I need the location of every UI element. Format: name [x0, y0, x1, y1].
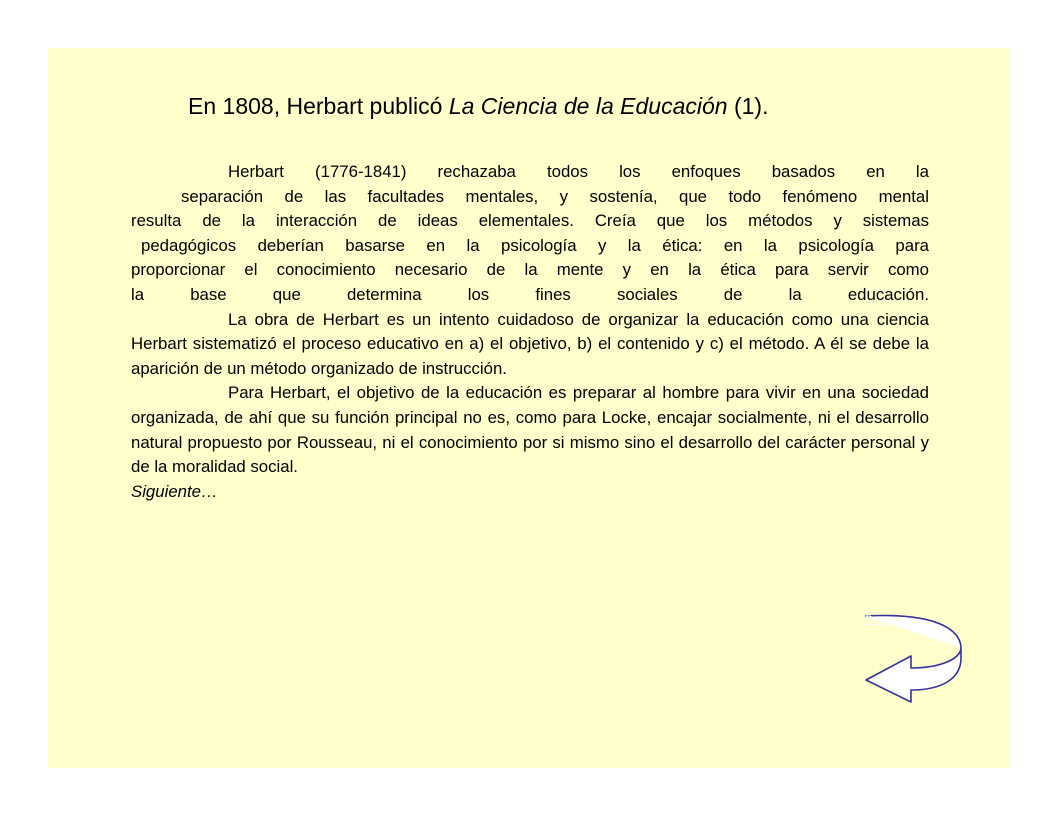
title-suffix: (1). [727, 93, 769, 119]
paragraph-1 [131, 160, 929, 308]
paragraph-1-line-1: Herbart (1776-1841) rechazaba todos los enfoques basados en la [228, 162, 929, 181]
slide-body [131, 160, 929, 504]
back-link[interactable]: Regreso [865, 614, 907, 626]
book-title: La Ciencia de la Educación [448, 93, 728, 119]
slide-title [188, 93, 908, 120]
paragraph-1-line-4: pedagógicos deberían basarse en la psicología y la ética: en la psicología para [141, 235, 929, 255]
title-prefix: En 1808, Herbart publicó [188, 93, 449, 119]
paragraph-1-line-6: la base que determina los fines sociales de la educación. [131, 284, 929, 304]
paragraph-1-line-2: separación de las facultades mentales, y sostenía, que todo fenómeno mental [181, 186, 929, 206]
paragraph-3: Para Herbart, el objetivo de la educación es preparar al hombre para vivir en una sociedad organizada, de ahí que su función principal no es, como para Locke, encajar socialmente, ni el desarrollo natural propuesto por Rousseau, ni el conocimiento por si mismo sino el desarrollo del carácter personal y de la moralidad social. [131, 383, 929, 477]
next-link[interactable]: Siguiente… [131, 481, 218, 501]
paragraph-1-line-3: resulta de la interacción de ideas elementales. Creía que los métodos y sistemas [131, 211, 929, 231]
slide [48, 48, 1009, 768]
paragraph-1-line-5: proporcionar el conocimiento necesario de la mente y en la ética para servir como [131, 260, 929, 280]
paragraph-2: La obra de Herbart es un intento cuidadoso de organizar la educación como una ciencia Herbart sistematizó el proceso educativo en a) el objetivo, b) el contenido y c) el método. A él se debe la aparición de un método organizado de instrucción. [131, 309, 929, 378]
